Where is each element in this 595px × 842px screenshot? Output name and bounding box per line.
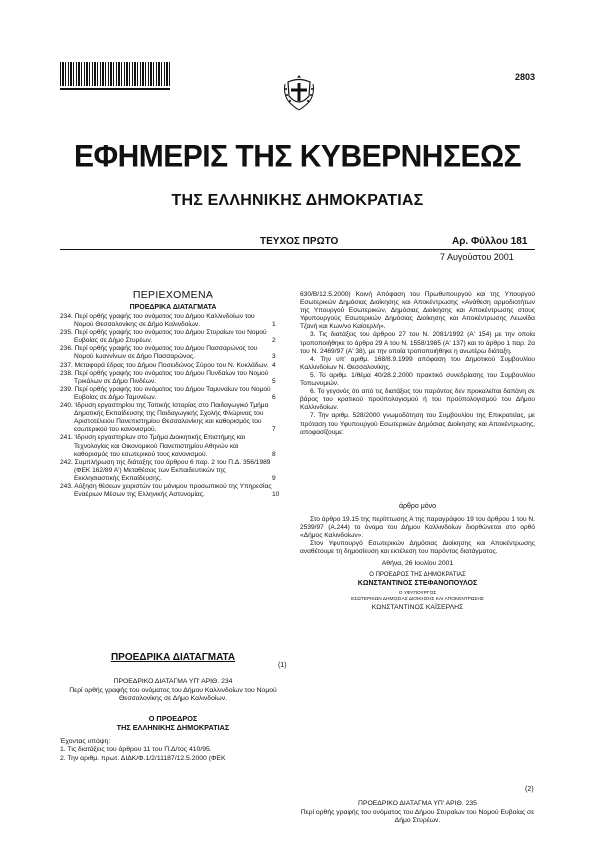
header-divider [60,249,535,250]
greek-coat-of-arms-icon [283,74,315,112]
contents-subtitle: ΠΡΟΕΔΡΙΚΑ ΔΙΑΤΑΓΜΑΤΑ [129,304,217,311]
decree-body: Έχοντας υπόψη: 1. Τις διατάξεις του άρθρου 11 του Π.Δ/τος 410/95. 2. Την αριθμ. πρωτ. ΔΙΔΚ/Φ.1/2/11187/12.5.2000 (ΦΕΚ [60,738,226,762]
president-label: Ο ΠΡΟΕΔΡΟΣ ΤΗΣ ΔΗΜΟΚΡΑΤΙΑΣ [369,572,466,578]
decree-title: ΠΡΟΕΔΡΙΚΟ ΔΙΑΤΑΓΜΑ ΥΠ' ΑΡΙΘ. 235 [358,800,477,807]
decree-marker: (1) [278,662,287,669]
decree-subject: Περί ορθής γραφής του ονόματος του Δήμου Καλλινδοίων του Νομού Θεσσαλονίκης σε Δήμο Καλινδοίων. [69,687,277,703]
sheet-number: Αρ. Φύλλου 181 [452,236,528,247]
toc-item[interactable]: 243. Αύξηση θέσεων χειριστών του μόνιμου προσωπικού της Υπηρεσίας Εναέριων Μέσων της Ελληνικής Αστυνομίας. 10 [60,482,280,499]
decree-title: ΠΡΟΕΔΡΙΚΟ ΔΙΑΤΑΓΜΑ ΥΠ' ΑΡΙΘ. 234 [113,678,233,685]
issue-date: 7 Αυγούστου 2001 [440,252,514,262]
barcode-underline [60,88,170,90]
gazette-subtitle: ΤΗΣ ΕΛΛΗΝΙΚΗΣ ΔΗΜΟΚΡΑΤΙΑΣ [171,192,424,209]
table-of-contents [60,313,286,499]
decrees-section-title: ΠΡΟΕΔΡΙΚΑ ΔΙΑΤΑΓΜΑΤΑ [110,652,236,663]
toc-item[interactable]: 238. Περί ορθής γραφής του ονόματος του Δήμου Πυνδαίων του Νομού Τρικάλων σε Δήμο Πινδέων. 5 [60,369,276,385]
president-heading: Ο ΠΡΟΕΔΡΟΣ ΤΗΣ ΕΛΛΗΝΙΚΗΣ ΔΗΜΟΚΡΑΤΙΑΣ [116,714,230,732]
toc-item[interactable]: 240. Ίδρυση εργαστηρίου της Τοπικής Ιστορίας στο Παιδαγωγικό Τμήμα Δημοτικής Εκπαίδευσης της Παιδαγωγικής Σχολής Φλώρινας του Αριστοτέλειου Πανεπιστημίου Θεσσαλονίκης και καθορισμός του εσωτερικού του κανονισμού. 7 [60,402,276,434]
president-name: ΚΩΝΣΤΑΝΤΙΝΟΣ ΣΤΕΦΑΝΟΠΟΥΛΟΣ [357,580,478,587]
page-number: 2803 [515,72,536,82]
decree-marker: (2) [525,786,534,793]
toc-item[interactable]: 236. Περί ορθής γραφής του ονόματος του Δήμου Πασσαρώνος του Νομού Ιωαννίνων σε Δήμο Πασσαρώνος. 3 [60,345,276,361]
decree-subject: Περί ορθής γραφής του ονόματος του Δήμου Στυραίων του Νομού Ευβοίας σε Δήμο Στυρέων. [300,809,535,825]
toc-item[interactable]: 235. Περί ορθής γραφής του ονόματος του Δήμου Στυραίων του Νομού Ευβοίας σε Δήμο Στυρέων. 2 [60,329,276,345]
toc-item[interactable]: 242. Συμπλήρωση της διάταξης του άρθρου 6 παρ. 2 του Π.Δ. 356/1989 (ΦΕΚ 162/89 Α') Μεταθέσεις των Εκπαιδευτικών της Εκκλησιαστικής Εκπαίδευσης. 9 [60,458,276,482]
contents-title: ΠΕΡΙΕΧΟΜΕΝΑ [132,289,214,301]
gazette-title: ΕΦΗΜΕΡΙΣ ΤΗΣ ΚΥΒΕΡΝΗΣΕΩΣ [73,139,522,174]
toc-item[interactable]: 241. Ίδρυση εργαστηρίων στο Τμήμα Διοικητικής Επιστήμης και Τεχνολογίας και Οικονομικού Πανεπιστημίου Αθηνών και καθορισμός του εσωτερικού τους κανονισμού. 8 [60,434,276,458]
article-body: Στο άρθρο 19.15 της περίπτωσης Α της παραγράφου 19 του άρθρου 1 του Ν. 2539/97 (Α.244) το όνομα του Δήμου Καλλινδοίων διορθώνεται στο ορθό «Δήμος Καλινδοίων». Στον Υφυπουργό Εσωτερικών Δημόσιας Διοίκησης και Αποκέντρωσης αναθέτουμε τη δημοσίευση και εκτέλεση του παρόντος διατάγματος. [300,516,535,556]
signature-place-date: Αθήνα, 26 Ιουλίου 2001 [381,560,454,567]
decree-considerations: 630/Β/12.5.2000) Κοινή Απόφαση του Πρωθυπουργού και της Υπουργού Εσωτερικών Δημόσιας Διοίκησης και Αποκέντρωσης «Ανάθεση αρμοδιοτήτων της Υπουργού Εσωτερικών, Δημόσιας Διοίκησης και Αποκέντρωσης στους Υφυπουργούς Εσωτερικών Δημόσιας Διοίκησης και Αποκέντρωσης Λεωνίδα Τζανή και Κων/νο Καϊσερλή». 3. Τις διατάξεις του άρθρου 27 του Ν. 2081/1992 (Α' 154) με την οποία τροποποιήθηκε το άρθρο 29 Α του Ν. 1558/1985 (Α' 137) και το άρθρο 1 παρ. 2α του Ν. 2469/97 (Α' 38), με την οποία τροποποιήθηκε η ανωτέρω διάταξη. 4. Την υπ' αριθμ. 168/8.9.1999 απόφαση του Δημοτικού Συμβουλίου Καλλινδοίων Ν. Θεσσαλονίκης. 5. Το αριθμ. 1/θέμα 40/28.2.2000 πρακτικό συνεδρίασης του Συμβουλίου Τοπωνυμιών. 6. Το γεγονός ότι από τις διατάξεις του παρόντος δεν προκαλείται δαπάνη σε βάρος του κρατικού προϋπολογισμού ή του προϋπολογισμού του Δήμου Καλλινδοίων. 7. Την αριθμ. 528/2000 γνωμοδότηση του Συμβουλίου της Επικρατείας, με πρόταση του Υφυπουργού Εσωτερικών Δημόσιας Διοίκησης και Αποκέντρωσης, αποφασίζουμε: [300,291,536,436]
article-title: άρθρο μόνο [398,503,437,510]
toc-item[interactable]: 234. Περί ορθής γραφής του ονόματος του Δήμου Καλλινδοίων του Νομού Θεσσαλονίκης σε Δήμο Καλινδοίων. 1 [60,313,276,329]
barcode [60,62,170,86]
issue-series: ΤΕΥΧΟΣ ΠΡΩΤΟ [260,236,339,247]
deputy-minister-name: ΚΩΝΣΤΑΝΤΙΝΟΣ ΚΑΪΣΕΡΛΗΣ [371,604,464,611]
toc-item[interactable]: 239. Περί ορθής γραφής του ονόματος του Δήμου Ταμυναίων του Νομού Ευβοίας σε Δήμο Ταμυνέων. 6 [60,385,276,401]
deputy-minister-office: Ο ΥΦΥΠΟΥΡΓΟΣ ΕΣΩΤΕΡΙΚΩΝ ΔΗΜΟΣΙΑΣ ΔΙΟΙΚΗΣΗΣ ΚΑΙ ΑΠΟΚΕΝΤΡΩΣΗΣ [351,591,484,602]
toc-item[interactable]: 237. Μεταφορά έδρας του Δήμου Ποσειδώνος Σύρου του Ν. Κυκλάδων. 4 [60,361,276,369]
